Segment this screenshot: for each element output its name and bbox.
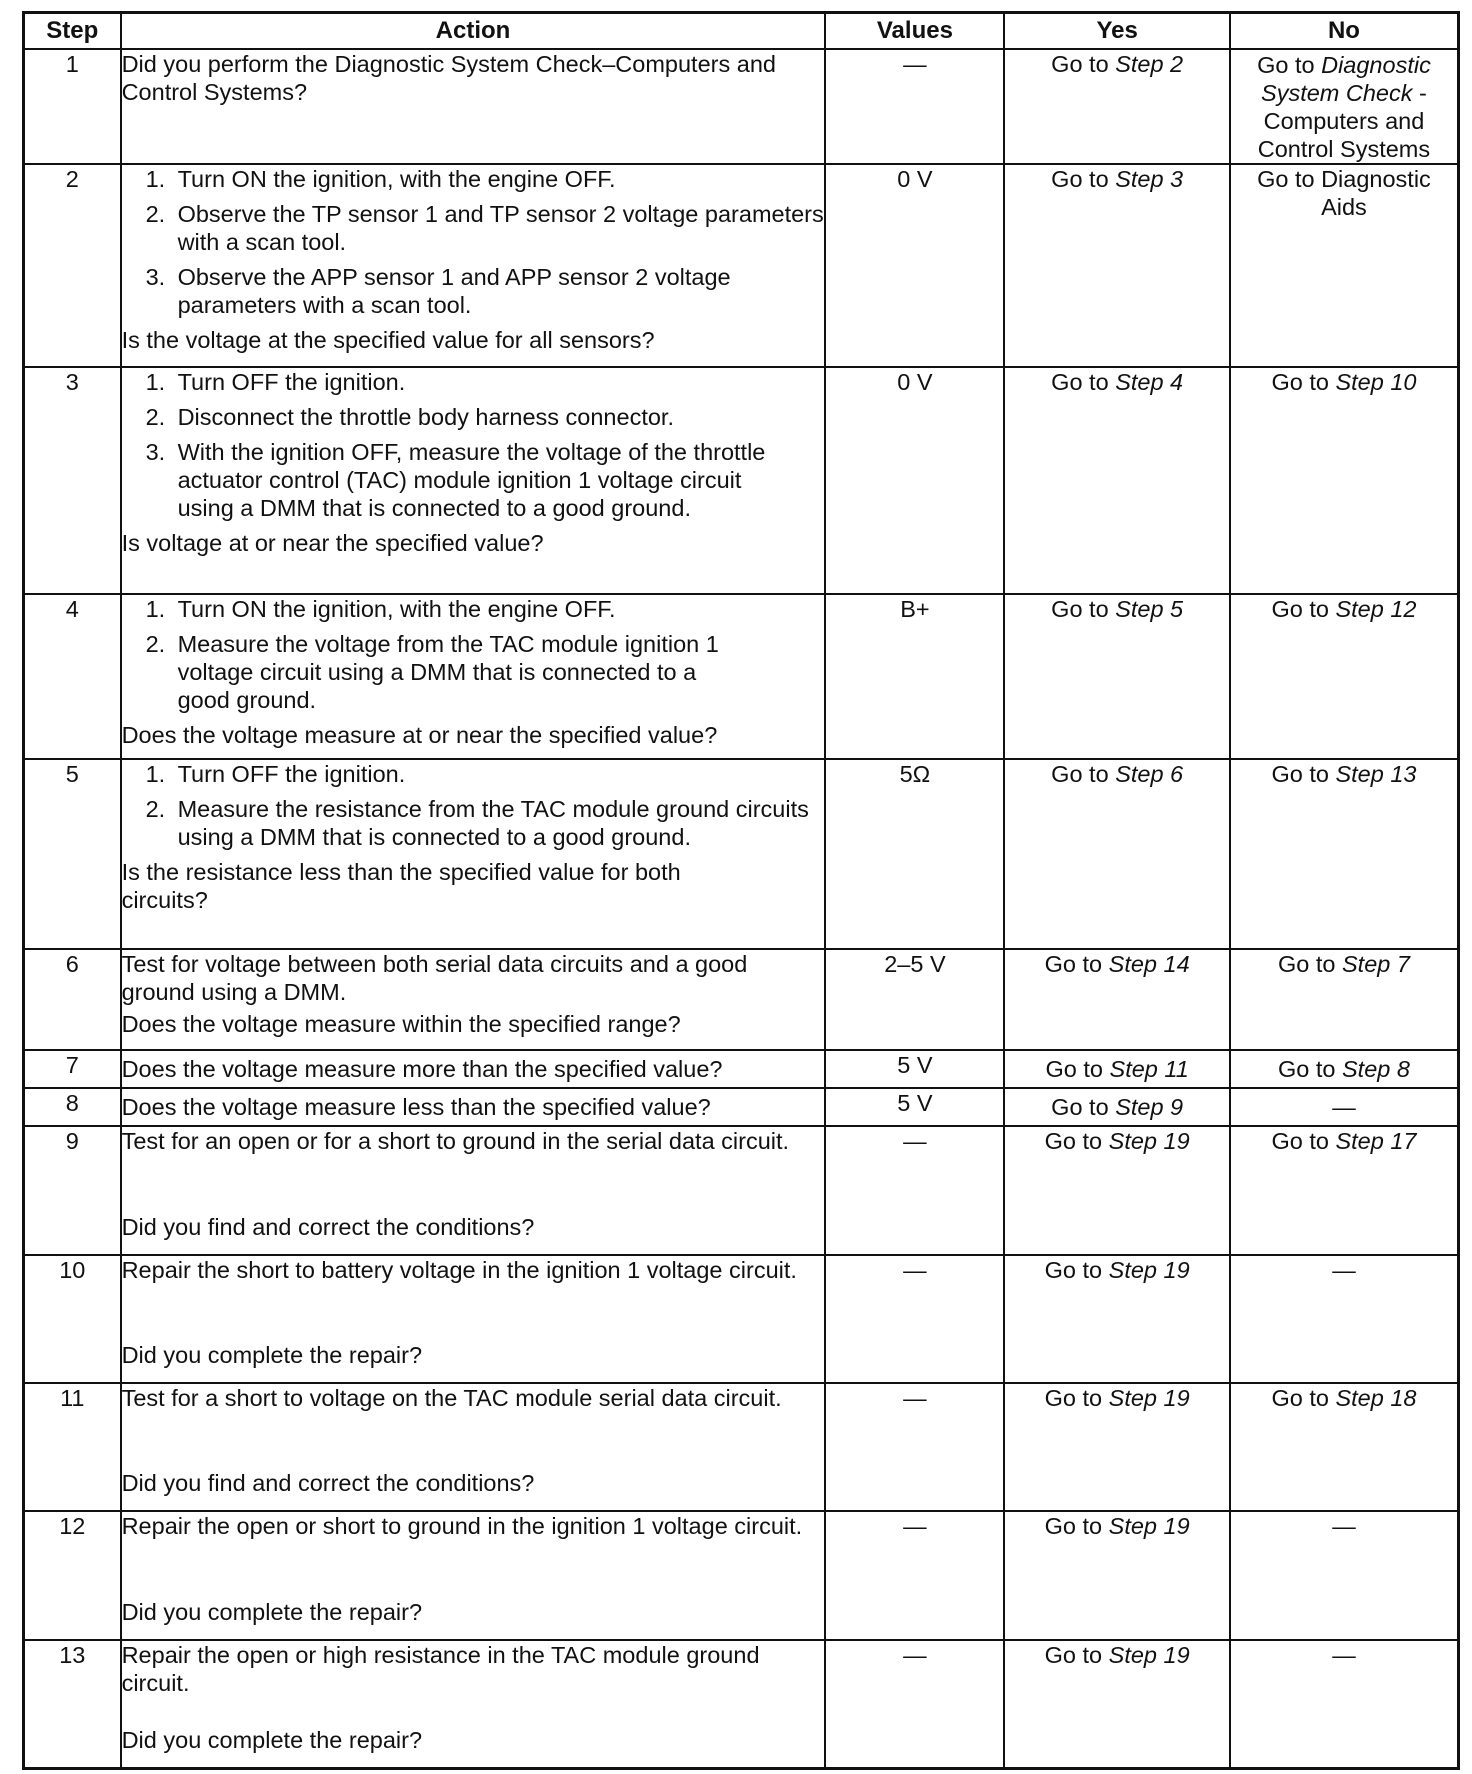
no-cell: Go to Step 17 — [1230, 1126, 1459, 1255]
action-step: 3. Observe the APP sensor 1 and APP sensor 2 voltage parameters with a scan tool. — [145, 264, 731, 318]
no-prefix: Go to — [1257, 51, 1322, 78]
header-values: Values — [825, 13, 1004, 50]
table-row — [24, 1640, 1459, 1768]
no-link[interactable]: Step 7 — [1341, 951, 1410, 977]
action-step: 2. Disconnect the throttle body harness connector. — [145, 404, 674, 430]
step-number: 10 — [24, 1255, 121, 1383]
no-link[interactable]: Step 13 — [1335, 761, 1417, 787]
yes-cell: Go to Step 19 — [1004, 1383, 1230, 1511]
no-link[interactable]: Step 10 — [1335, 369, 1417, 395]
header-yes: Yes — [1004, 13, 1230, 50]
header-no: No — [1230, 13, 1459, 50]
action-step: 1. Turn OFF the ignition. — [145, 761, 406, 787]
no-cell: Go to Step 8 — [1230, 1050, 1459, 1088]
yes-link[interactable]: Step 3 — [1115, 166, 1184, 192]
action-question: Is the resistance less than the specified value for both circuits? — [121, 859, 681, 913]
action-text: Does the voltage measure more than the specified value? — [121, 1056, 723, 1082]
action-step: 1. Turn ON the ignition, with the engine OFF. — [145, 166, 616, 192]
step-number: 7 — [24, 1050, 121, 1088]
no-link[interactable]: Step 18 — [1335, 1385, 1417, 1411]
yes-link[interactable]: Step 19 — [1108, 1513, 1190, 1539]
action-question: Did you find and correct the conditions? — [121, 1214, 535, 1240]
step-number: 9 — [24, 1126, 121, 1255]
action-cell — [121, 1255, 826, 1383]
value-cell: 2–5 V — [825, 949, 1004, 1050]
yes-link[interactable]: Step 4 — [1115, 369, 1184, 395]
action-cell — [121, 1050, 826, 1088]
value-cell: 5Ω — [825, 759, 1004, 949]
table-row — [24, 1088, 1459, 1126]
header-step: Step — [24, 13, 121, 50]
action-text: Test for voltage between both serial data circuits and a good ground using a DMM. — [121, 951, 748, 1005]
step-number: 6 — [24, 949, 121, 1050]
yes-cell: Go to Step 19 — [1004, 1126, 1230, 1255]
action-steps — [122, 760, 825, 851]
table-row — [24, 1511, 1459, 1640]
no-cell — [1230, 164, 1459, 367]
action-text: Repair the open or short to ground in the ignition 1 voltage circuit. — [121, 1513, 803, 1539]
yes-link[interactable]: Step 19 — [1108, 1257, 1190, 1283]
yes-cell: Go to Step 19 — [1004, 1255, 1230, 1383]
table-row — [24, 594, 1459, 759]
value-cell: — — [825, 1511, 1004, 1640]
action-cell — [121, 1088, 826, 1126]
action-cell — [121, 1383, 826, 1511]
action-cell — [121, 164, 826, 367]
action-step: 1. Turn ON the ignition, with the engine OFF. — [145, 596, 616, 622]
table-row — [24, 949, 1459, 1050]
no-cell: Go to Step 18 — [1230, 1383, 1459, 1511]
no-cell: Go to Step 7 — [1230, 949, 1459, 1050]
yes-cell: Go to Step 9 — [1004, 1088, 1230, 1126]
action-cell — [121, 49, 826, 164]
action-question: Did you find and correct the conditions? — [121, 1470, 535, 1496]
action-question: Did you complete the repair? — [121, 1599, 423, 1625]
no-link[interactable]: Go to Diagnostic Aids — [1257, 166, 1431, 220]
action-step: 2. Measure the voltage from the TAC module ignition 1 voltage circuit using a DMM that is connected to a good ground. — [145, 631, 719, 713]
value-cell: B+ — [825, 594, 1004, 759]
step-number: 5 — [24, 759, 121, 949]
yes-link[interactable]: Step 19 — [1108, 1128, 1190, 1154]
no-link[interactable]: Step 17 — [1335, 1128, 1417, 1154]
action-cell — [121, 759, 826, 949]
header-action: Action — [121, 13, 826, 50]
step-number: 11 — [24, 1383, 121, 1511]
table-row — [24, 1050, 1459, 1088]
yes-cell: Go to Step 19 — [1004, 1511, 1230, 1640]
value-cell: — — [825, 1126, 1004, 1255]
no-cell: — — [1230, 1511, 1459, 1640]
action-step: 2. Observe the TP sensor 1 and TP sensor 2 voltage parameters with a scan tool. — [145, 201, 824, 255]
action-cell — [121, 594, 826, 759]
no-suffix: - Computers and Control Systems — [1257, 79, 1431, 162]
diagnostic-table — [22, 11, 1460, 1770]
action-question: Did you complete the repair? — [121, 1727, 423, 1753]
yes-cell — [1004, 49, 1230, 164]
no-cell: — — [1230, 1640, 1459, 1768]
yes-cell: Go to Step 11 — [1004, 1050, 1230, 1088]
table-row — [24, 49, 1459, 164]
yes-link[interactable]: Step 14 — [1108, 951, 1190, 977]
yes-cell: Go to Step 19 — [1004, 1640, 1230, 1768]
yes-link[interactable]: Step 2 — [1115, 51, 1184, 77]
yes-link[interactable]: Step 9 — [1115, 1094, 1184, 1120]
table-row — [24, 1126, 1459, 1255]
action-step: 2. Measure the resistance from the TAC module ground circuits using a DMM that is connected to a good ground. — [145, 796, 809, 850]
no-cell — [1230, 49, 1459, 164]
value-cell: — — [825, 1383, 1004, 1511]
table-row — [24, 1383, 1459, 1511]
yes-cell: Go to Step 14 — [1004, 949, 1230, 1050]
action-text: Test for a short to voltage on the TAC module serial data circuit. — [121, 1385, 782, 1411]
step-number: 3 — [24, 367, 121, 594]
action-text: Repair the short to battery voltage in the ignition 1 voltage circuit. — [121, 1257, 797, 1283]
no-cell: Go to Step 10 — [1230, 367, 1459, 594]
value-cell: 0 V — [825, 164, 1004, 367]
no-link[interactable]: Step 12 — [1335, 596, 1417, 622]
step-number: 1 — [24, 49, 121, 164]
step-number: 2 — [24, 164, 121, 367]
step-number: 12 — [24, 1511, 121, 1640]
action-question: Does the voltage measure within the specified range? — [121, 1011, 681, 1037]
yes-link[interactable]: Step 19 — [1108, 1385, 1190, 1411]
value-cell: 5 V — [825, 1088, 1004, 1126]
action-question: Is the voltage at the specified value for all sensors? — [121, 327, 655, 353]
no-cell: — — [1230, 1088, 1459, 1126]
no-link[interactable]: Diagnostic System Check — [1261, 51, 1431, 106]
action-text: Test for an open or for a short to ground in the serial data circuit. — [121, 1128, 790, 1154]
action-question: Does the voltage measure at or near the specified value? — [121, 722, 718, 748]
no-cell: Go to Step 13 — [1230, 759, 1459, 949]
action-steps — [122, 595, 825, 714]
value-cell: — — [825, 1640, 1004, 1768]
action-steps — [122, 165, 825, 319]
value-cell: — — [825, 1255, 1004, 1383]
yes-link[interactable]: Step 19 — [1108, 1642, 1190, 1668]
action-cell — [121, 949, 826, 1050]
yes-prefix: Go to — [1051, 51, 1116, 77]
yes-cell: Go to Step 3 — [1004, 164, 1230, 367]
action-cell — [121, 1511, 826, 1640]
step-number: 4 — [24, 594, 121, 759]
step-number: 8 — [24, 1088, 121, 1126]
value-cell: — — [825, 49, 1004, 164]
action-steps — [122, 368, 825, 522]
table-row — [24, 164, 1459, 367]
yes-cell: Go to Step 4 — [1004, 367, 1230, 594]
header-row — [24, 13, 1459, 50]
action-text: Does the voltage measure less than the specified value? — [121, 1094, 711, 1120]
action-cell — [121, 1640, 826, 1768]
action-cell — [121, 367, 826, 594]
yes-link[interactable]: Step 6 — [1115, 761, 1184, 787]
table-row — [24, 367, 1459, 594]
action-step: 3. With the ignition OFF, measure the voltage of the throttle actuator control (TAC) module ignition 1 voltage circuit using a DMM that is connected to a good ground. — [145, 439, 766, 521]
action-question: Is voltage at or near the specified value? — [121, 530, 544, 556]
no-cell: Go to Step 12 — [1230, 594, 1459, 759]
table-row — [24, 759, 1459, 949]
value-cell: 5 V — [825, 1050, 1004, 1088]
action-cell — [121, 1126, 826, 1255]
table-row — [24, 1255, 1459, 1383]
no-cell: — — [1230, 1255, 1459, 1383]
action-text: Did you perform the Diagnostic System Check–Computers and Control Systems? — [121, 51, 776, 105]
yes-link[interactable]: Step 11 — [1109, 1056, 1189, 1082]
action-question: Did you complete the repair? — [121, 1342, 423, 1368]
yes-cell: Go to Step 5 — [1004, 594, 1230, 759]
yes-link[interactable]: Step 5 — [1115, 596, 1184, 622]
action-text: Repair the open or high resistance in the TAC module ground circuit. — [121, 1642, 760, 1696]
value-cell: 0 V — [825, 367, 1004, 594]
yes-cell: Go to Step 6 — [1004, 759, 1230, 949]
action-step: 1. Turn OFF the ignition. — [145, 369, 406, 395]
step-number: 13 — [24, 1640, 121, 1768]
no-link[interactable]: Step 8 — [1341, 1056, 1410, 1082]
